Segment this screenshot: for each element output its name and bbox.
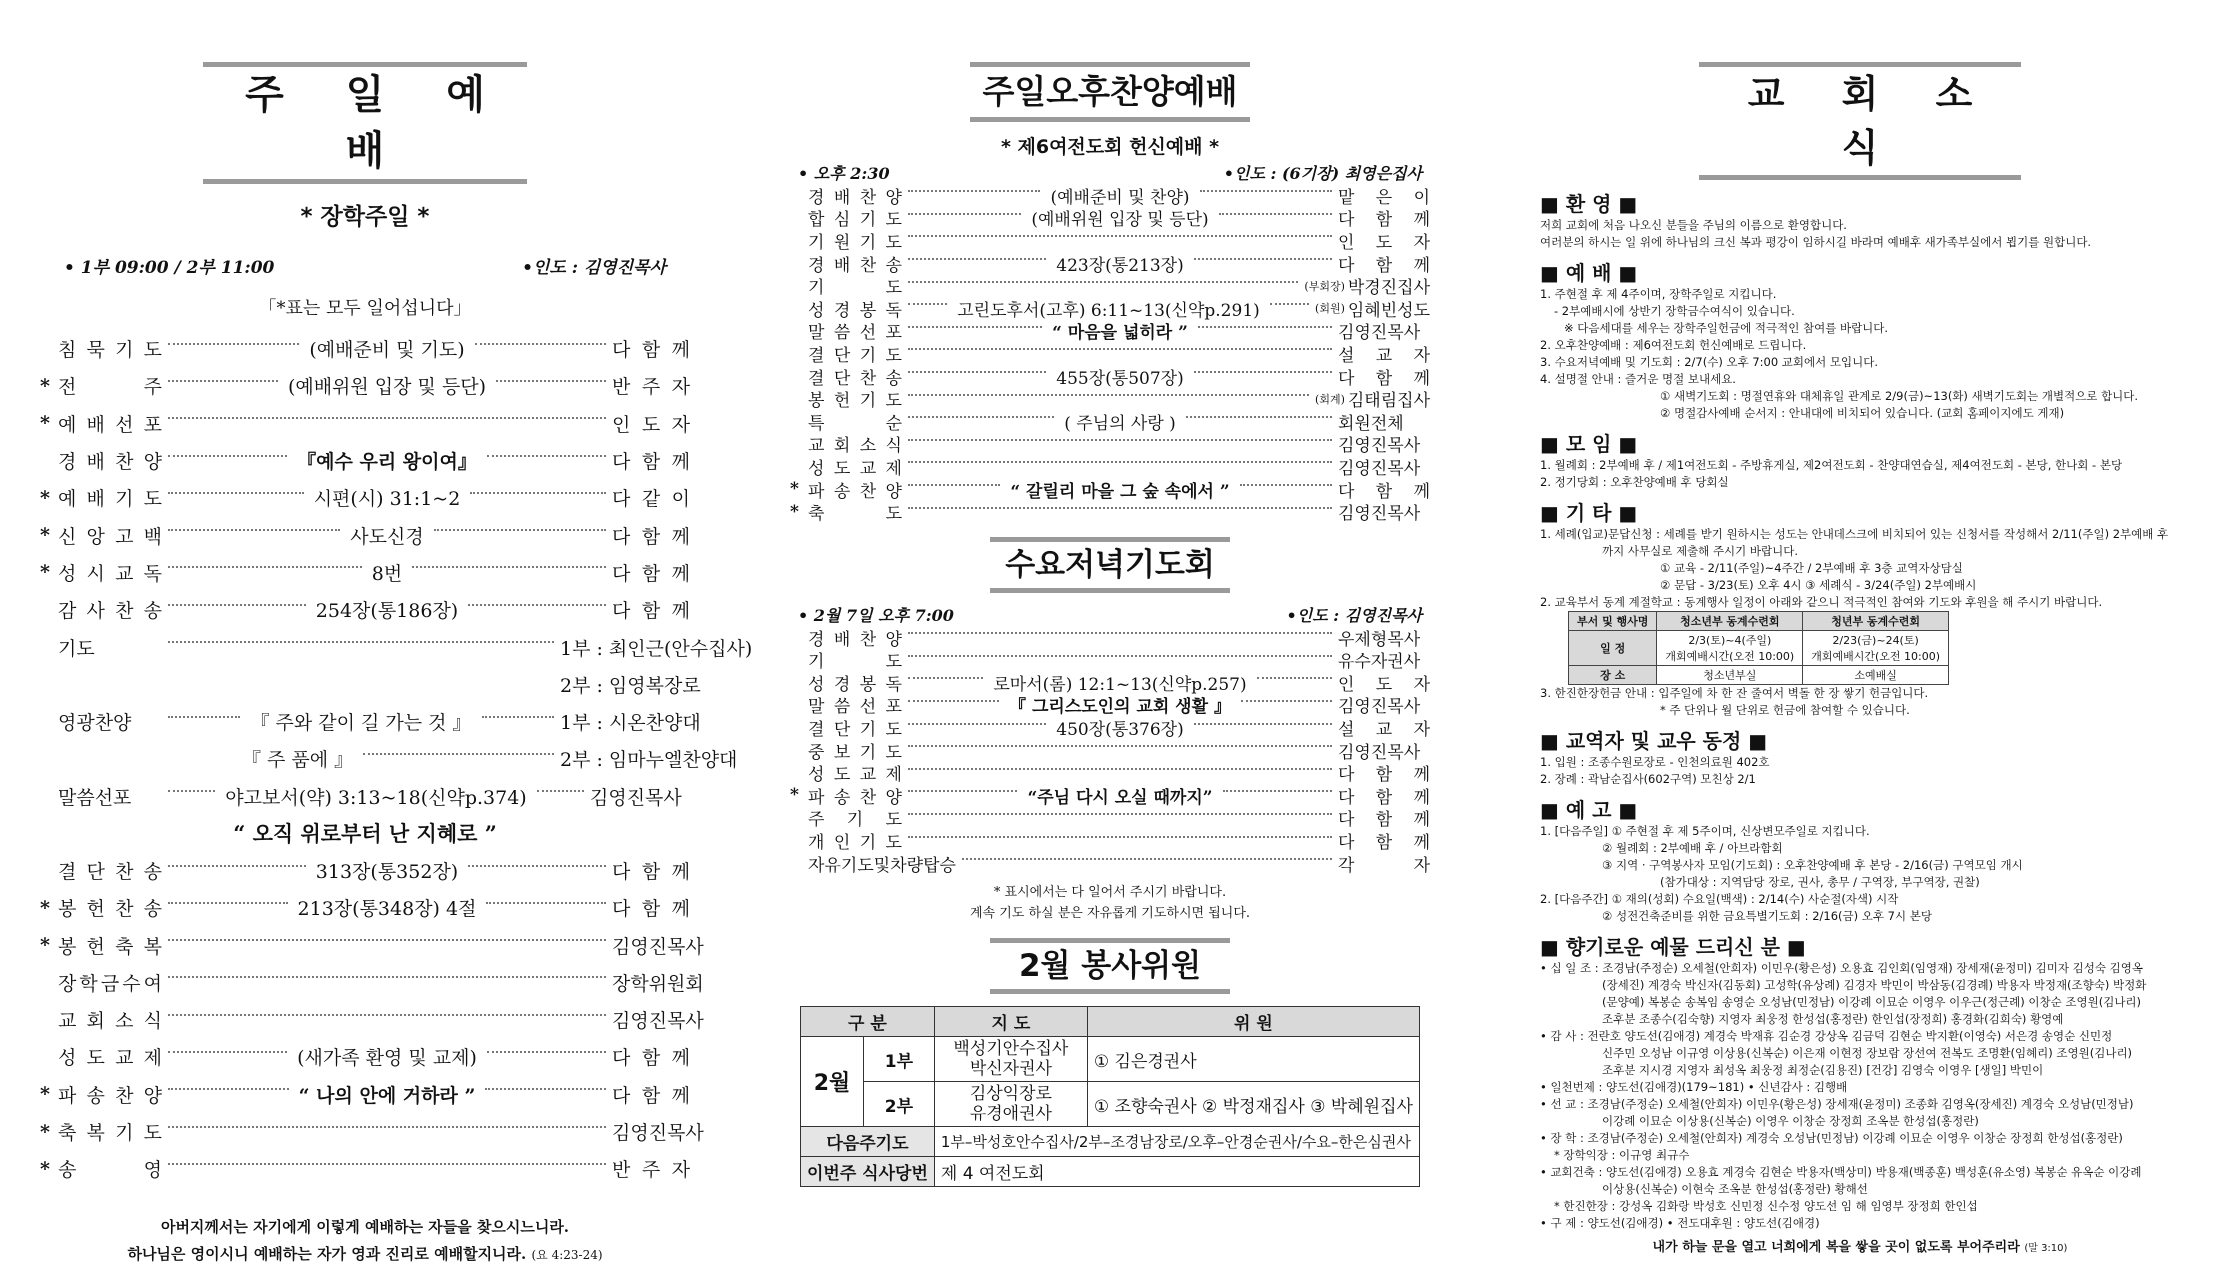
guide-1: 백성기안수집사 박신자권사 xyxy=(934,1037,1087,1082)
order-row xyxy=(790,455,1430,478)
text-line: • 일천번제 : 양도선(김애경)(179~181) • 신년감사 : 김행배 xyxy=(1540,1080,1848,1094)
text-line: ② 명절감사예배 순서지 : 안내대에 비치되어 있습니다. (교회 홈페이지에도 게재) xyxy=(1660,406,2065,420)
notice-text xyxy=(1540,823,2180,925)
standing-mark: * xyxy=(40,412,50,435)
order-label: 교 회 소 식 xyxy=(808,436,902,457)
order-person: 김영진목사 xyxy=(1338,323,1421,344)
text-line: 3. 수요저녁예배 및 기도회 : 2/7(수) 오후 7:00 교회에서 모입니다. xyxy=(1540,355,1878,369)
order-label: 성 도 교 제 xyxy=(58,1047,162,1070)
order-row xyxy=(40,1113,704,1150)
guide-2: 김상익장로 유경애권사 xyxy=(934,1082,1087,1127)
order-label: 결 단 찬 송 xyxy=(808,368,902,389)
text-line: * 주 단위나 월 단위로 헌금에 참여할 수 있습니다. xyxy=(1660,703,1910,717)
text-line: (장세진) 계경숙 박신자(김동회) 고성학(유상례) 김경자 박민이 박삼동(김경례) 박용자 박정재(조향숙) 박정화 xyxy=(1602,978,2147,992)
text-line: - 2부예배시에 상반기 장학금수여식이 있습니다. xyxy=(1554,304,1795,318)
order-detail: (예배준비 및 찬양) xyxy=(1050,187,1190,208)
order-label: 성 도 교 제 xyxy=(808,458,902,479)
order-role: (부회장) xyxy=(1304,279,1345,293)
order-person: 인 도 자 xyxy=(1338,674,1431,695)
order-person: 김영진목사 xyxy=(1338,697,1421,718)
order-label: 개 인 기 도 xyxy=(808,833,902,854)
wednesday-title: 수요저녁기도회 xyxy=(990,537,1230,593)
text-line: 조후분 조종수(김숙향) 지영자 최웅정 한성섭(홍정란) 한인섭(장정희) 홍경화(김희숙) 황영예 xyxy=(1602,1012,2064,1026)
order-row xyxy=(790,320,1430,343)
text-line: 저희 교회에 처음 나오신 분들을 주님의 이름으로 환영합니다. xyxy=(1540,218,1847,232)
order-person: 각 자 xyxy=(1338,855,1430,876)
text-line: 2. [다음주간] ① 재의(성회) 수요일(백색) : 2/14(수) 사순절(자색) 시작 xyxy=(1540,892,1899,906)
service-leader: •인도 : 김영진목사 xyxy=(522,258,666,278)
standing-mark: * xyxy=(40,1120,50,1143)
order-row xyxy=(40,1076,690,1113)
order-detail: “ 갈릴리 마을 그 숲 속에서 ” xyxy=(1010,481,1230,502)
order-label: 감 사 찬 송 xyxy=(58,600,162,623)
text-line: ② 문답 - 3/23(토) 오후 4시 ③ 세례식 - 3/24(주일) 2부예배시 xyxy=(1660,578,1977,592)
closing-verse xyxy=(40,1214,690,1269)
order-person: 김영진목사 xyxy=(612,1010,704,1033)
prayer-second: 2부 : 임영복장로 xyxy=(560,674,701,697)
order-person: 박경진집사 xyxy=(1347,278,1430,299)
order-label: 기 도 xyxy=(808,652,902,673)
standing-mark: * xyxy=(40,486,50,509)
order-detail: 사도신경 xyxy=(350,525,424,548)
order-label: 성 시 교 독 xyxy=(58,562,162,585)
order-label: 전 주 xyxy=(58,376,162,399)
sermon-preacher: 김영진목사 xyxy=(590,786,682,809)
text-line: 1. 입원 : 조종수원로장로 - 인천의료원 402호 xyxy=(1540,755,1770,769)
page-title: 주 일 예 배 xyxy=(203,62,527,184)
section-offering: ■ 향기로운 예물 드리신 분 ■ xyxy=(1540,935,1806,959)
order-label: 결 단 기 도 xyxy=(808,720,902,741)
standing-mark: * xyxy=(790,785,799,806)
order-detail: “주님 다시 오실 때까지” xyxy=(1027,787,1213,808)
standing-mark: * xyxy=(790,501,799,522)
staff-text xyxy=(1540,754,2180,788)
order-role: (회계) xyxy=(1315,392,1345,406)
header-members: 위 원 xyxy=(1087,1007,1419,1037)
order-label: 봉 헌 찬 송 xyxy=(58,898,162,921)
order-row xyxy=(790,252,1430,275)
order-row xyxy=(40,554,690,591)
glory-first-choir: 1부 : 시온찬양대 xyxy=(560,712,701,735)
section-worship: ■ 예 배 ■ xyxy=(1540,261,1638,285)
order-row xyxy=(790,716,1430,739)
text-line: ② 월례회 : 2부예배 후 / 아브라함회 xyxy=(1602,841,1783,855)
order-row xyxy=(790,365,1430,388)
sermon-passage: 야고보서(약) 3:13~18(신약p.374) xyxy=(225,786,527,809)
order-detail: “ 나의 안에 거하라 ” xyxy=(298,1084,476,1107)
standing-mark: * xyxy=(40,524,50,547)
standing-mark: * xyxy=(40,896,50,919)
order-person: 회원전체 xyxy=(1338,413,1404,434)
order-label: 특 순 xyxy=(808,413,902,434)
afternoon-leader: •인도 : (6기장) 최영은집사 xyxy=(1223,164,1422,183)
order-row xyxy=(790,626,1430,649)
order-row xyxy=(40,1150,690,1187)
closing-verse-2: 내가 하늘 문을 열고 너희에게 복을 쌓을 곳이 없도록 부어주리라 (말 3:10) xyxy=(1652,1240,2068,1255)
news-title: 교 회 소 식 xyxy=(1699,62,2021,180)
wednesday-time: • 2월 7일 오후 7:00 xyxy=(798,605,954,625)
order-label: 송 영 xyxy=(58,1159,162,1182)
section-staff: ■ 교역자 및 교우 동정 ■ xyxy=(1540,729,1768,753)
order-person: 맡 은 이 xyxy=(1338,187,1430,208)
order-of-worship-2 xyxy=(40,852,704,1188)
order-detail: 『 그리스도인의 교회 생활 』 xyxy=(1009,697,1231,718)
text-line: 까지 사무실로 제출해 주시기 바랍니다. xyxy=(1602,544,1799,558)
order-label: 기도 xyxy=(58,637,95,660)
order-detail: 시편(시) 31:1~2 xyxy=(313,488,461,511)
order-person: 인 도 자 xyxy=(1338,232,1430,253)
order-person: 임혜빈성도 xyxy=(1347,300,1430,321)
order-label: 신 앙 고 백 xyxy=(58,525,162,548)
text-line: 2. 장례 : 곽남순집사(602구역) 모친상 2/1 xyxy=(1540,772,1756,786)
order-person: 다 함 께 xyxy=(612,1084,690,1107)
part-1: 1부 xyxy=(864,1037,935,1082)
order-detail: 고린도후서(고후) 6:11~13(신약p.291) xyxy=(957,300,1260,321)
winter-camp-table: 부서 및 행사명 청소년부 동계수련회 청년부 동계수련회 일 정 2/3(토)~4(주일) 개회예배시간(오전 10:00) 2/23(금)~24(토) 개회예배시간(오전 10:00) 장 소 청소년부실 소예배실 xyxy=(1568,611,1949,685)
text-line: • 교회건축 : 양도선(김애경) 오용효 계경숙 김현순 박용자(백상미) 박용재(백종훈) 백성훈(유소영) 복봉순 유옥순 이강례 xyxy=(1540,1165,2142,1179)
text-line: 3. 한진한장헌금 안내 : 입주일에 차 한 잔 줄여서 벽돌 한 장 쌓기 헌금입니다. xyxy=(1540,686,1929,700)
meal-duty-value: 제 4 여전도회 xyxy=(934,1157,1419,1187)
order-person: 김영진목사 xyxy=(1338,504,1421,525)
order-label: 파 송 찬 양 xyxy=(58,1084,162,1107)
part-2: 2부 xyxy=(864,1082,935,1127)
standing-mark: * xyxy=(40,1157,50,1180)
order-label: 중 보 기 도 xyxy=(808,742,902,763)
order-label: 결 단 찬 송 xyxy=(58,861,162,883)
order-label: 성 도 교 제 xyxy=(808,765,902,786)
order-label: 예 배 선 포 xyxy=(58,413,162,436)
order-label: 경 배 찬 양 xyxy=(808,187,902,208)
order-row xyxy=(40,405,690,442)
order-label: 장 학 금 수 여 xyxy=(58,972,162,995)
welcome-text xyxy=(1540,217,2180,251)
sunday-worship-column xyxy=(40,0,753,1269)
text-line: 1. 월례회 : 2부예배 후 / 제1여전도회 - 주방휴게실, 제2여전도회 - 찬양대연습실, 제4여전도회 - 본당, 한나회 - 본당 xyxy=(1540,458,2123,472)
order-detail: 254장(통186장) xyxy=(315,600,459,623)
text-line: ③ 지역 · 구역봉사자 모임(기도회) : 오후찬양예배 후 본당 - 2/16(금) 구역모임 개시 xyxy=(1602,858,2023,872)
order-label: 말 씀 선 포 xyxy=(808,697,902,718)
order-label: 성 경 봉 독 xyxy=(808,674,902,695)
order-detail: (예배위원 입장 및 등단) xyxy=(1031,210,1209,231)
order-row xyxy=(790,229,1430,252)
standing-mark: * xyxy=(40,934,50,957)
text-line: ① 새벽기도회 : 명절연휴와 대체휴일 관계로 2/9(금)~13(화) 새벽기도회는 개별적으로 합니다. xyxy=(1660,389,2139,403)
order-detail: 『예수 우리 왕이여』 xyxy=(297,451,477,474)
order-person: 다 함 께 xyxy=(612,861,690,883)
meeting-text xyxy=(1540,457,2180,491)
order-label: 말씀선포 xyxy=(58,786,132,809)
order-label: 경 배 찬 송 xyxy=(808,255,902,276)
month-cell: 2월 xyxy=(801,1037,864,1127)
order-label: 축 복 기 도 xyxy=(58,1122,162,1145)
order-detail: 로마서(롬) 12:1~13(신약p.257) xyxy=(993,674,1247,695)
order-person: 김영진목사 xyxy=(1338,458,1421,479)
order-of-worship xyxy=(40,330,690,628)
order-detail: (새가족 환영 및 교제) xyxy=(297,1047,477,1070)
standing-mark: * xyxy=(790,479,799,500)
order-row-prayer-2 xyxy=(40,666,701,703)
meal-duty-label: 이번주 식사당번 xyxy=(801,1157,935,1187)
sermon-title: “ 오직 위로부터 난 지혜로 ” xyxy=(233,820,497,846)
order-person: 다 함 께 xyxy=(1338,833,1430,854)
standing-mark: * xyxy=(40,1083,50,1106)
order-row-glory xyxy=(40,703,701,740)
order-detail: 450장(통376장) xyxy=(1056,720,1184,741)
text-line: 신주민 오성남 이규영 이상용(신복순) 이은재 이현정 장보람 장선여 전복도 조명환(임혜리) 조영원(김나리) xyxy=(1602,1046,2133,1060)
order-label: 자 유 기 도 및 차 량 탑 승 xyxy=(808,855,956,876)
order-row xyxy=(40,516,690,553)
etc2-text xyxy=(1540,685,2180,719)
order-person: 다 함 께 xyxy=(612,339,690,362)
members-2: ① 조향숙권사 ② 박정재집사 ③ 박혜원집사 xyxy=(1087,1082,1419,1127)
order-row xyxy=(790,807,1430,830)
order-label: 예 배 기 도 xyxy=(58,488,162,511)
order-row xyxy=(40,479,690,516)
order-row-glory-2 xyxy=(40,740,738,777)
order-row xyxy=(790,207,1430,230)
order-row xyxy=(790,274,1430,297)
glory-second-choir: 2부 : 임마누엘찬양대 xyxy=(560,749,738,772)
order-row xyxy=(40,591,690,628)
order-row xyxy=(790,649,1430,672)
text-line: 1. 주현절 후 제 4주이며, 장학주일로 지킵니다. xyxy=(1540,287,1777,301)
order-person: 다 함 께 xyxy=(612,451,690,474)
order-row xyxy=(790,671,1430,694)
text-line: 4. 설명절 안내 : 즐거운 명절 보내세요. xyxy=(1540,372,1736,386)
order-label: 합 심 기 도 xyxy=(808,210,902,231)
next-prayer-label: 다음주기도 xyxy=(801,1127,935,1157)
order-person: 다 함 께 xyxy=(612,525,690,548)
order-row xyxy=(790,297,1430,320)
standing-mark: * xyxy=(40,374,50,397)
section-notice: ■ 예 고 ■ xyxy=(1540,798,1638,822)
order-label: 교 회 소 식 xyxy=(58,1010,162,1033)
order-label: 성 경 봉 독 xyxy=(808,300,902,321)
header-category: 구 분 xyxy=(801,1007,935,1037)
text-line: (참가대상 : 지역담당 장로, 권사, 총무 / 구역장, 부구역장, 권찰) xyxy=(1660,875,1980,889)
order-person: 설 교 자 xyxy=(1338,345,1430,366)
text-line: 조후분 지시경 지영자 최성옥 최웅정 최정순(김용진) [건강] 김영숙 이영우 [생일] 박민이 xyxy=(1602,1063,2044,1077)
text-line: ② 성전건축준비를 위한 금요특별기도회 : 2/16(금) 오후 7시 본당 xyxy=(1602,909,1932,923)
order-row-sermon xyxy=(40,778,690,815)
order-person: 다 함 께 xyxy=(612,562,690,585)
verse-line-1: 아버지께서는 자기에게 이렇게 예배하는 자들을 찾으시느니라. xyxy=(160,1217,570,1236)
order-label: 파 송 찬 양 xyxy=(808,481,902,502)
order-label: 기 원 기 도 xyxy=(808,232,902,253)
order-label: 경 배 찬 양 xyxy=(808,629,902,650)
order-label: 결 단 기 도 xyxy=(808,345,902,366)
order-person: 다 함 께 xyxy=(1338,210,1430,231)
order-detail: 8번 xyxy=(371,562,403,585)
order-person: 우제형목사 xyxy=(1338,629,1421,650)
service-committee-table xyxy=(800,1006,1420,1187)
order-person: 다 함 께 xyxy=(1338,481,1431,502)
worship-text xyxy=(1540,286,2180,422)
order-person: 김영진목사 xyxy=(612,1122,704,1145)
section-etc: ■ 기 타 ■ xyxy=(1540,501,1638,525)
afternoon-subtitle: * 제6여전도회 헌신예배 * xyxy=(1000,136,1220,158)
standing-note: 「*표는 모두 일어섭니다」 xyxy=(258,298,472,319)
next-prayer-value: 1부–박성호안수집사/2부–조경남장로/오후–안경순권사/수요–한은심권사 xyxy=(934,1127,1419,1157)
text-line: 이강례 이묘순 이상용(신복순) 이영우 이창순 장정희 조옥분 한성섭(홍정란) xyxy=(1602,1114,1979,1128)
order-person: 다 함 께 xyxy=(612,898,690,921)
section-meeting: ■ 모 임 ■ xyxy=(1540,432,1638,456)
order-label: 기 도 xyxy=(808,278,902,299)
order-person: 다 함 께 xyxy=(1338,810,1430,831)
text-line: 2. 교육부서 동계 계절학교 : 동계행사 일정이 아래와 같으니 적극적인 참여와 기도와 후원을 해 주시기 바랍니다. xyxy=(1540,595,2103,609)
order-row xyxy=(790,739,1430,762)
text-line: • 장 학 : 조경남(주정순) 오세철(안희자) 계경숙 오성남(민정남) 이강례 이묘순 이영우 이창순 장정희 한성섭(홍정란) xyxy=(1540,1131,2123,1145)
subtitle: * 장학주일 * xyxy=(300,204,430,230)
text-line: 2. 정기당회 : 오후찬양예배 후 당회실 xyxy=(1540,475,1729,489)
order-row xyxy=(40,926,704,963)
text-line: • 선 교 : 조경남(주정순) 오세철(안희자) 이민우(황은성) 장세재(윤정미) 조종화 김영옥(장세진) 계경숙 오성남(민정남) xyxy=(1540,1097,2134,1111)
order-person: 설 교 자 xyxy=(1338,720,1430,741)
order-row xyxy=(790,184,1430,207)
order-person: 김영진목사 xyxy=(612,935,704,958)
order-label: 말 씀 선 포 xyxy=(808,323,902,344)
order-label: 봉 헌 기 도 xyxy=(808,391,902,412)
wednesday-note-2: 계속 기도 하실 분은 자유롭게 기도하시면 됩니다. xyxy=(969,906,1251,922)
church-news-column xyxy=(1540,0,2180,1255)
order-row xyxy=(790,387,1430,410)
wednesday-order xyxy=(790,626,1430,875)
verse-reference: (요 4:23-24) xyxy=(531,1247,603,1262)
wednesday-note xyxy=(790,882,1430,924)
order-row xyxy=(40,1001,704,1038)
order-row xyxy=(790,478,1430,501)
order-row xyxy=(790,784,1430,807)
order-row xyxy=(40,889,690,926)
order-person: 김영진목사 xyxy=(1338,436,1421,457)
order-row xyxy=(40,367,690,404)
order-label: 경 배 찬 양 xyxy=(58,451,162,474)
order-label: 축 도 xyxy=(808,504,902,525)
order-role: (회원) xyxy=(1315,302,1345,316)
order-person: 인 도 자 xyxy=(612,413,690,436)
afternoon-order xyxy=(790,184,1430,523)
text-line: • 감 사 : 전란호 양도선(김애경) 계경숙 박재휴 김순경 강상옥 김금덕 김현순 박지환(이영숙) 서은경 송영순 신민정 xyxy=(1540,1029,2113,1043)
order-detail: (예배준비 및 기도) xyxy=(309,339,465,362)
prayer-first: 1부 : 최인근(안수집사) xyxy=(560,637,753,660)
order-row xyxy=(790,342,1430,365)
order-row xyxy=(40,964,704,1001)
order-row xyxy=(790,694,1430,717)
order-detail: 213장(통348장) 4절 xyxy=(297,898,477,921)
order-label: 영광찬양 xyxy=(58,712,132,735)
text-line: ※ 다음세대를 세우는 장학주일헌금에 적극적인 참여를 바랍니다. xyxy=(1564,321,1889,335)
service-time: • 1부 09:00 / 2부 11:00 xyxy=(64,258,275,278)
order-person: 장학위원회 xyxy=(612,972,704,995)
order-person: 다 함 께 xyxy=(1338,368,1430,389)
order-row xyxy=(40,852,690,889)
afternoon-title: 주일오후찬양예배 xyxy=(970,62,1250,122)
order-person: 김영진목사 xyxy=(1338,742,1421,763)
order-person: 유수자권사 xyxy=(1338,652,1421,673)
wednesday-note-1: * 표시에서는 다 일어서 주시기 바랍니다. xyxy=(993,885,1227,901)
standing-mark: * xyxy=(40,561,50,584)
order-row xyxy=(790,852,1430,875)
afternoon-time: • 오후 2:30 xyxy=(798,164,890,183)
text-line: 여러분의 하시는 일 위에 하나님의 크신 복과 평강이 임하시길 바라며 예배후 새가족부실에서 뵙기를 원합니다. xyxy=(1540,235,2092,249)
offering-text xyxy=(1540,960,2180,1232)
order-row xyxy=(790,761,1430,784)
order-detail: 423장(통213장) xyxy=(1056,255,1184,276)
order-row xyxy=(790,829,1430,852)
order-detail: (예배위원 입장 및 등단) xyxy=(287,376,487,399)
text-line: 2. 오후찬양예배 : 제6여전도회 헌신예배로 드립니다. xyxy=(1540,338,1807,352)
order-row xyxy=(40,442,690,479)
text-line: • 십 일 조 : 조경남(주정순) 오세철(안희자) 이민우(황은성) 오용효 김인회(임영재) 장세재(윤정미) 김미자 김성숙 김영옥 xyxy=(1540,961,2143,975)
header-guide: 지 도 xyxy=(934,1007,1087,1037)
order-person: 다 함 께 xyxy=(1338,765,1430,786)
order-row xyxy=(40,1038,690,1075)
text-line: • 구 제 : 양도선(김애경) • 전도대후원 : 양도선(김애경) xyxy=(1540,1216,1820,1230)
text-line: ① 교육 - 2/11(주일)~4주간 / 2부예배 후 3층 교역자상담실 xyxy=(1660,561,1963,575)
order-label: 주 기 도 xyxy=(808,810,902,831)
text-line: * 장학익장 : 이규영 최규수 xyxy=(1554,1148,1690,1162)
wednesday-leader: •인도 : 김영진목사 xyxy=(1286,605,1422,625)
order-row xyxy=(790,433,1430,456)
order-detail: “ 마음을 넓히라 ” xyxy=(1052,323,1188,344)
order-person: 다 함 께 xyxy=(1338,255,1430,276)
order-person: 다 같 이 xyxy=(612,488,690,511)
text-line: (문양예) 복봉순 송복임 송영순 오성남(민정남) 이강례 이묘순 이영우 이우근(정근례) 이창순 조영원(김나리) xyxy=(1602,995,2142,1009)
section-welcome: ■ 환 영 ■ xyxy=(1540,192,1638,216)
text-line: 이상용(신복순) 이현숙 조옥분 한성섭(홍정란) 황해선 xyxy=(1602,1182,1868,1196)
order-person: 다 함 께 xyxy=(612,600,690,623)
text-line: 1. [다음주일] ① 주현절 후 제 5주이며, 신상변모주일로 지킵니다. xyxy=(1540,824,1870,838)
order-row xyxy=(790,500,1430,523)
order-person: 다 함 께 xyxy=(612,1047,690,1070)
order-person: 반 주 자 xyxy=(612,376,690,399)
order-row xyxy=(790,410,1430,433)
order-detail: 313장(통352장) xyxy=(315,861,459,883)
etc-text xyxy=(1540,526,2180,611)
order-detail: ( 주님의 사랑 ) xyxy=(1064,413,1176,434)
text-line: * 한진한장 : 강성옥 김화랑 박성호 신민정 신수정 양도선 임 해 임영부 장정희 한인섭 xyxy=(1554,1199,1978,1213)
members-1: ① 김은경권사 xyxy=(1087,1037,1419,1082)
order-row xyxy=(40,330,690,367)
glory-first-song: 『 주와 같이 길 가는 것 』 xyxy=(250,712,472,735)
text-line: 1. 세례(입교)문답신청 : 세례를 받기 원하시는 성도는 안내데스크에 비치되어 있는 신청서를 작성해서 2/11(주일) 2부예배 후 xyxy=(1540,527,2169,541)
order-row-prayer xyxy=(40,628,753,665)
service-committee-title: 2월 봉사위원 xyxy=(990,938,1230,994)
order-label: 침 묵 기 도 xyxy=(58,339,162,362)
order-person: 반 주 자 xyxy=(612,1159,690,1182)
order-label: 파 송 찬 양 xyxy=(808,787,902,808)
order-label: 봉 헌 축 복 xyxy=(58,935,162,958)
order-person: 김태림집사 xyxy=(1347,391,1430,412)
afternoon-worship-column xyxy=(790,0,1430,1187)
order-person: 다 함 께 xyxy=(1338,787,1430,808)
glory-second-song: 『 주 품에 』 xyxy=(242,749,354,772)
order-detail: 455장(통507장) xyxy=(1056,368,1184,389)
verse-line-2: 하나님은 영이시니 예배하는 자가 영과 진리로 예배할지니라. (요 4:23-24) xyxy=(127,1244,603,1263)
